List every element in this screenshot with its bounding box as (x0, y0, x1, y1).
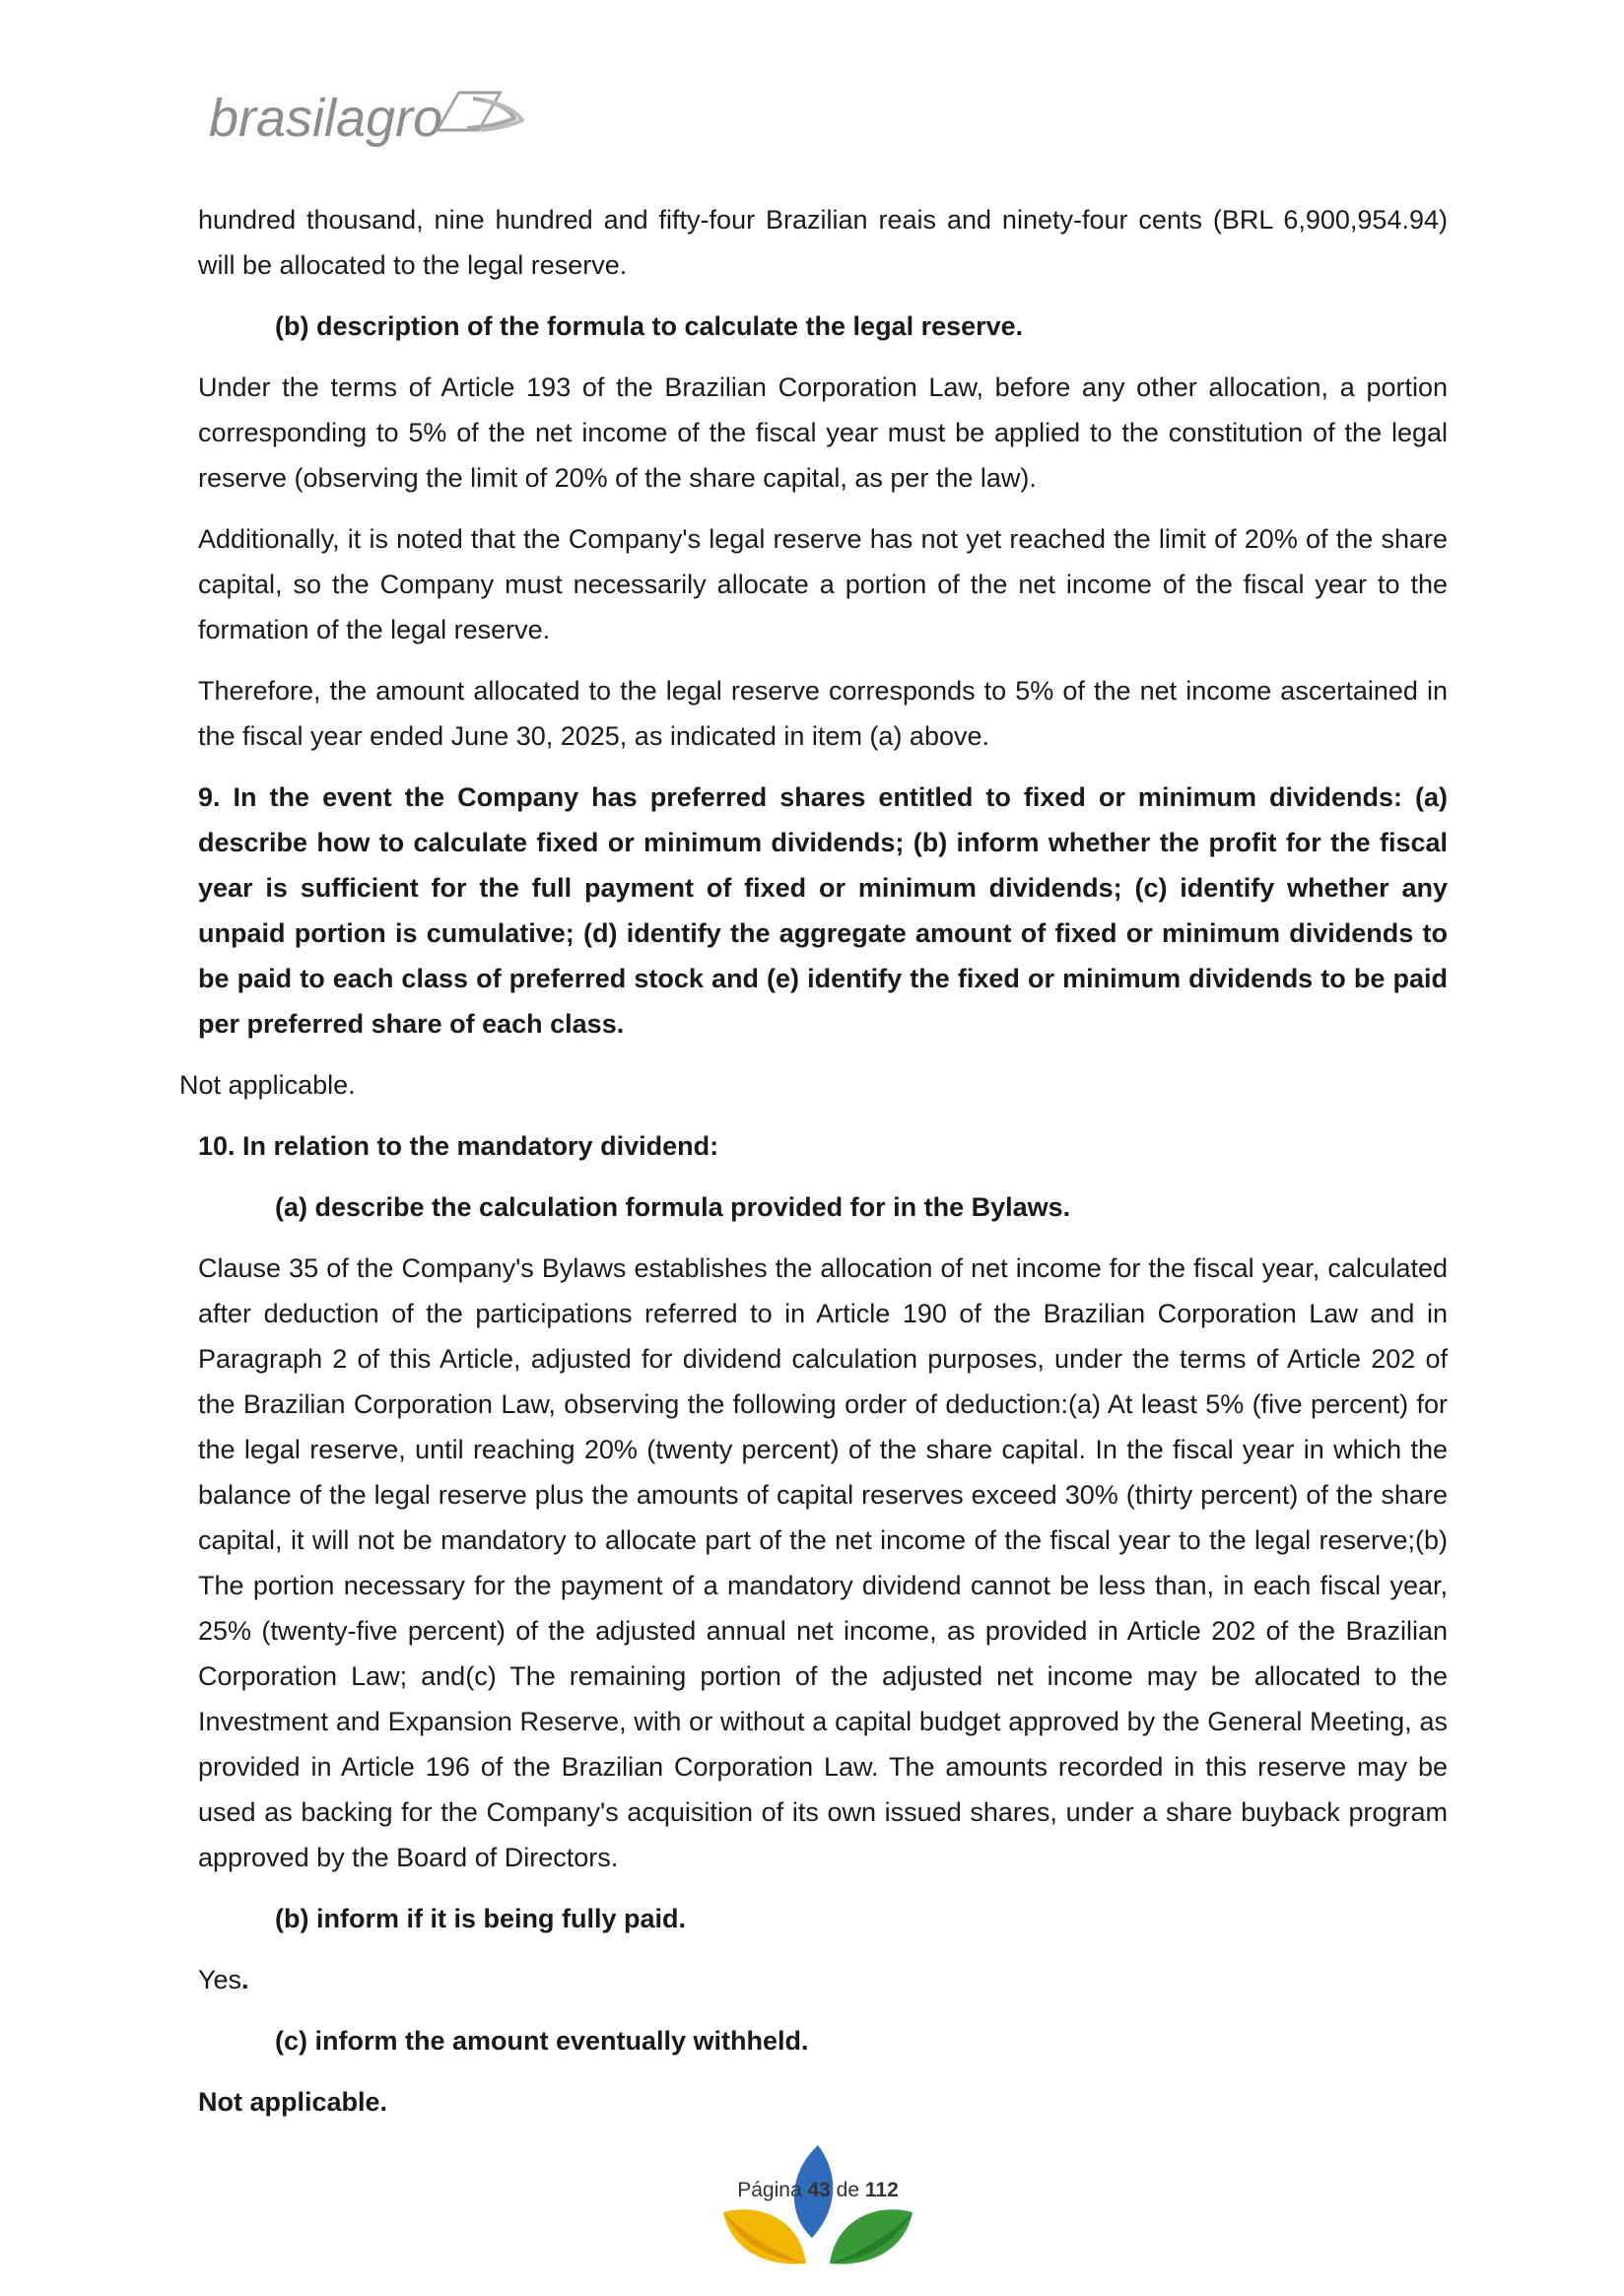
page-separator: de (836, 2179, 860, 2201)
answer-10c-not-applicable: Not applicable. (198, 2087, 388, 2117)
page-prefix: Página (737, 2179, 802, 2201)
answer-10b-text: Yes (198, 1965, 242, 1994)
page-total: 112 (864, 2179, 899, 2201)
paragraph-legal-reserve-limit: Additionally, it is noted that the Company's legal reserve has not yet reached the limit of 20% of the share capital, so the Company must necessarily allocate a portion of the net income of the fiscal year to the formation of the legal reserve. (198, 524, 1448, 644)
answer-9-not-applicable: Not applicable. (179, 1070, 356, 1100)
heading-10-mandatory-dividend: 10. In relation to the mandatory dividend: (198, 1131, 719, 1161)
logo-wordmark: brasilagro (209, 89, 443, 148)
answer-10b-period: . (241, 1965, 249, 1994)
heading-10a-calculation-formula: (a) describe the calculation formula provided for in the Bylaws. (275, 1192, 1071, 1222)
leaf-emblem-icon (710, 2143, 926, 2291)
paragraph-legal-reserve-amount: hundred thousand, nine hundred and fifty-four Brazilian reais and ninety-four cents (BRL 6,900,954.94) will be allocated to the legal reserve. (198, 205, 1448, 280)
heading-10c-amount-withheld: (c) inform the amount eventually withheld. (275, 2026, 809, 2056)
paragraph-article-193: Under the terms of Article 193 of the Brazilian Corporation Law, before any other allocation, a portion corresponding to 5% of the net income of the fiscal year must be applied to the constitution of the legal reserve (observing the limit of 20% of the share capital, as per the law). (198, 372, 1448, 493)
heading-b-legal-reserve-formula: (b) description of the formula to calculate the legal reserve. (275, 311, 1024, 341)
document-body (179, 197, 1448, 2140)
heading-9-preferred-shares: 9. In the event the Company has preferred shares entitled to fixed or minimum dividends: (a) describe how to calculate fixed or minimum dividends; (b) inform whether the profit for the fiscal year is sufficient for the full payment of fixed or minimum dividends; (c) identify whether any unpaid portion is cumulative; (d) identify the aggregate amount of fixed or minimum dividends to be paid to each class of preferred stock and (e) identify the fixed or minimum dividends to be paid per preferred share of each class. (198, 782, 1448, 1039)
page-footer (710, 2143, 926, 2291)
heading-10b-fully-paid: (b) inform if it is being fully paid. (275, 1904, 686, 1933)
answer-10b (198, 1957, 1448, 2002)
paragraph-legal-reserve-result: Therefore, the amount allocated to the legal reserve corresponds to 5% of the net income ascertained in the fiscal year ended June 30, 2025, as indicated in item (a) above. (198, 676, 1448, 751)
page-current: 43 (807, 2179, 831, 2201)
page-number (710, 2179, 926, 2202)
brasilagro-logo (209, 81, 524, 160)
paragraph-clause-35: Clause 35 of the Company's Bylaws establishes the allocation of net income for the fiscal year, calculated after deduction of the participations referred to in Article 190 of the Brazilian Corporation Law and in Paragraph 2 of this Article, adjusted for dividend calculation purposes, under the terms of Article 202 of the Brazilian Corporation Law, observing the following order of deduction:(a) At least 5% (five percent) for the legal reserve, until reaching 20% (twenty percent) of the share capital. In the fiscal year in which the balance of the legal reserve plus the amounts of capital reserves exceed 30% (thirty percent) of the share capital, it will not be mandatory to allocate part of the net income of the fiscal year to the legal reserve;(b) The portion necessary for the payment of a mandatory dividend cannot be less than, in each fiscal year, 25% (twenty-five percent) of the adjusted annual net income, as provided in Article 202 of the Brazilian Corporation Law; and(c) The remaining portion of the adjusted net income may be allocated to the Investment and Expansion Reserve, with or without a capital budget approved by the General Meeting, as provided in Article 196 of the Brazilian Corporation Law. The amounts recorded in this reserve may be used as backing for the Company's acquisition of its own issued shares, under a share buyback program approved by the Board of Directors. (198, 1253, 1448, 1872)
